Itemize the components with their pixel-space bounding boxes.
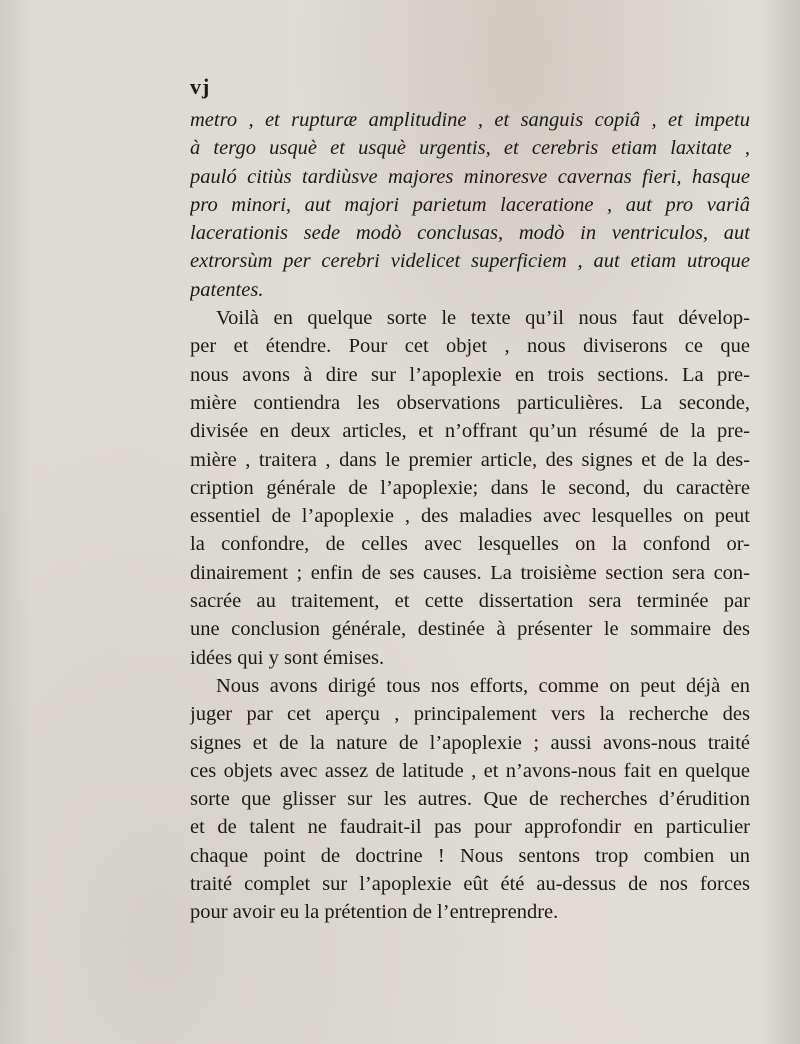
page-text: [190, 106, 750, 927]
text-line: ces objets avec assez de latitude , et n’avons-nous fait en quelque: [190, 759, 750, 782]
text-line: pour avoir eu la prétention de l’entreprendre.: [190, 901, 559, 924]
text-line: mière contiendra les observations particulières. La seconde,: [190, 391, 750, 414]
text-line: chaque point de doctrine ! Nous sentons trop combien un: [190, 844, 750, 867]
text-line: Nous avons dirigé tous nos efforts, comme on peut déjà en: [216, 674, 750, 697]
text-line: extrorsùm per cerebri videlicet superficiem , aut etiam utroque: [190, 250, 750, 273]
text-line: sacrée au traitement, et cette dissertation sera terminée par: [190, 590, 750, 613]
text-line: juger par cet aperçu , principalement vers la recherche des: [190, 703, 750, 726]
page-number: vj: [190, 74, 211, 99]
text-line: Voilà en quelque sorte le texte qu’il nous faut dévelop-: [216, 307, 750, 330]
text-line: la confondre, de celles avec lesquelles on la confond or-: [190, 533, 750, 556]
text-line: pauló citiùs tardiùsve majores minoresve cavernas fieri, hasque: [190, 165, 750, 188]
paragraph-efforts: [190, 672, 750, 927]
text-line: metro , et rupturæ amplitudine , et sanguis copiâ , et impetu: [190, 109, 750, 131]
text-line: à tergo usquè et usquè urgentis, et cerebris etiam laxitate ,: [190, 137, 750, 160]
text-line: essentiel de l’apoplexie , des maladies avec lesquelles on peut: [190, 505, 750, 528]
text-line: lacerationis sede modò conclusas, modò in ventriculos, aut: [190, 222, 750, 245]
text-line: traité complet sur l’apoplexie eût été au-dessus de nos forces: [190, 873, 750, 896]
text-line: dinairement ; enfin de ses causes. La troisième section sera con-: [190, 561, 750, 584]
text-line: divisée en deux articles, et n’offrant qu’un résumé de la pre-: [190, 420, 750, 443]
text-line: nous avons à dire sur l’apoplexie en trois sections. La pre-: [190, 363, 750, 386]
text-line: idées qui y sont émises.: [190, 646, 385, 669]
latin-quotation: [190, 106, 750, 304]
text-line: une conclusion générale, destinée à présenter le sommaire des: [190, 618, 750, 641]
text-line: signes et de la nature de l’apoplexie ; aussi avons-nous traité: [190, 731, 750, 754]
text-line: mière , traitera , dans le premier article, des signes et de la des-: [190, 448, 750, 471]
paragraph-plan: [190, 304, 750, 672]
text-line: pro minori, aut majori parietum laceratione , aut pro variâ: [190, 193, 750, 216]
text-line: patentes.: [190, 278, 264, 301]
text-line: cription générale de l’apoplexie; dans le second, du caractère: [190, 476, 750, 499]
text-line: et de talent ne faudrait-il pas pour approfondir en particulier: [190, 816, 750, 839]
text-line: sorte que glisser sur les autres. Que de recherches d’érudition: [190, 788, 750, 811]
text-line: per et étendre. Pour cet objet , nous diviserons ce que: [190, 335, 750, 358]
